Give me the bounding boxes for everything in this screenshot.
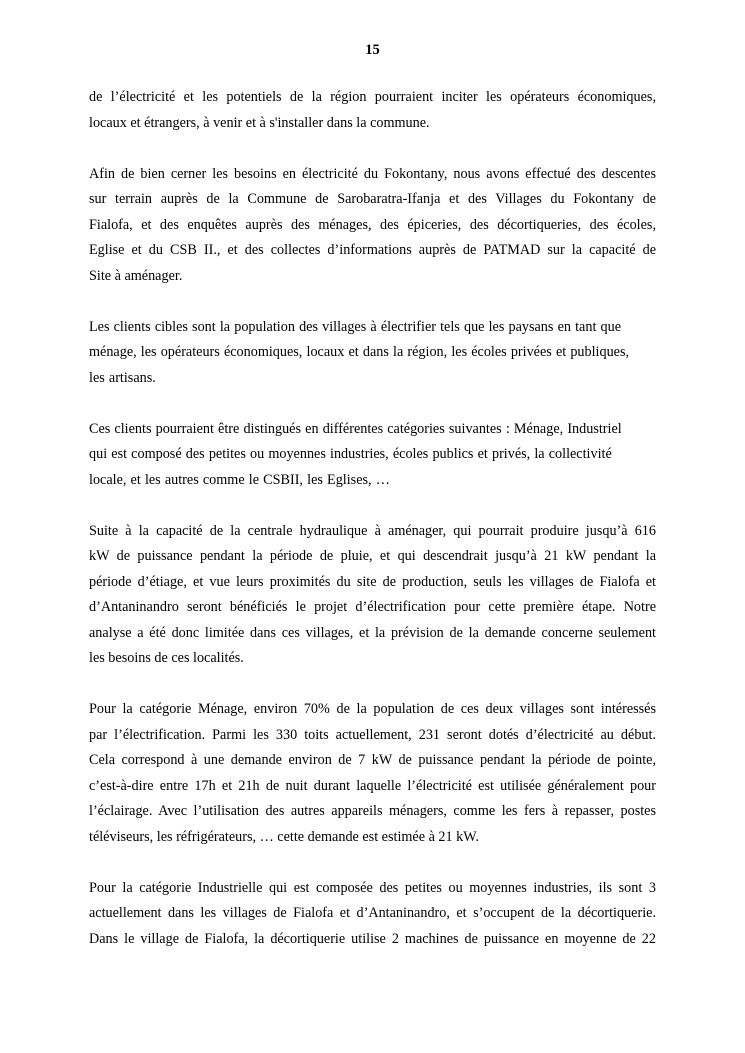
text-line: qui est composé des petites ou moyennes industries, écoles publics et privés, la collectivité bbox=[89, 446, 612, 462]
text-line: période d’étiage, et vue leurs proximités du site de production, seuls les villages de Fialofa et bbox=[89, 573, 656, 590]
text-line: kW de puissance pendant la période de pluie, et qui descendrait jusqu’à 21 kW pendant la bbox=[89, 548, 656, 564]
text-line: Site à aménager. bbox=[89, 267, 183, 284]
text-line: l’éclairage. Avec l’utilisation des autres appareils ménagers, comme les fers à repasser, postes bbox=[89, 803, 656, 819]
text-line: Pour la catégorie Industrielle qui est composée des petites ou moyennes industries, ils sont 3 bbox=[89, 879, 656, 896]
page-number: 15 bbox=[365, 42, 380, 58]
text-line: les artisans. bbox=[89, 369, 156, 386]
text-line: Pour la catégorie Ménage, environ 70% de la population de ces deux villages sont intéressés bbox=[89, 701, 656, 717]
text-line: de l’électricité et les potentiels de la région pourraient inciter les opérateurs économiques, bbox=[89, 89, 656, 105]
text-line: analyse a été donc limitée dans ces villages, et la prévision de la demande concerne seulement bbox=[89, 624, 656, 641]
text-line: c’est-à-dire entre 17h et 21h de nuit durant laquelle l’électricité est utilisée généralement pour bbox=[89, 777, 656, 794]
text-line: Dans le village de Fialofa, la décortiquerie utilise 2 machines de puissance en moyenne de 22 bbox=[89, 930, 656, 947]
text-line: ménage, les opérateurs économiques, locaux et dans la région, les écoles privées et publiques, bbox=[89, 344, 630, 360]
body-text bbox=[89, 85, 656, 978]
paragraph-2 bbox=[89, 162, 656, 290]
text-line: Fialofa, et des enquêtes auprès des ménages, des épiceries, des décortiqueries, des écoles, bbox=[89, 216, 656, 233]
text-line: par l’électrification. Parmi les 330 toits actuellement, 231 seront dotés d’électricité au début. bbox=[89, 726, 656, 743]
paragraph-6 bbox=[89, 697, 656, 850]
text-line: locaux et étrangers, à venir et à s'installer dans la commune. bbox=[89, 114, 430, 131]
text-line: téléviseurs, les réfrigérateurs, … cette demande est estimée à 21 kW. bbox=[89, 828, 479, 845]
text-line: Suite à la capacité de la centrale hydraulique à aménager, qui pourrait produire jusqu’à 616 bbox=[89, 522, 656, 539]
text-line: Les clients cibles sont la population des villages à électrifier tels que les paysans en tant que bbox=[89, 318, 622, 335]
text-line: Ces clients pourraient être distingués en différentes catégories suivantes : Ménage, Industriel bbox=[89, 420, 622, 437]
text-line: Cela correspond à une demande environ de 7 kW de puissance pendant la période de pointe, bbox=[89, 752, 656, 768]
paragraph-5 bbox=[89, 519, 656, 672]
paragraph-1 bbox=[89, 85, 656, 136]
paragraph-7 bbox=[89, 876, 656, 953]
text-line: Afin de bien cerner les besoins en électricité du Fokontany, nous avons effectué des descentes bbox=[89, 165, 656, 182]
paragraph-4 bbox=[89, 417, 656, 494]
text-line: Eglise et du CSB II., et des collectes d’informations auprès de PATMAD sur la capacité de bbox=[89, 242, 656, 258]
text-line: locale, et les autres comme le CSBII, les Eglises, … bbox=[89, 471, 390, 488]
text-line: sur terrain auprès de la Commune de Sarobaratra-Ifanja et des Villages du Fokontany de bbox=[89, 191, 656, 207]
text-line: actuellement dans les villages de Fialofa et d’Antaninandro, et s’occupent de la décortiquerie. bbox=[89, 905, 656, 921]
text-line: d’Antaninandro seront bénéficiés le projet d’électrification pour cette première étape. Notre bbox=[89, 599, 656, 615]
text-line: les besoins de ces localités. bbox=[89, 650, 244, 666]
paragraph-3 bbox=[89, 315, 656, 392]
